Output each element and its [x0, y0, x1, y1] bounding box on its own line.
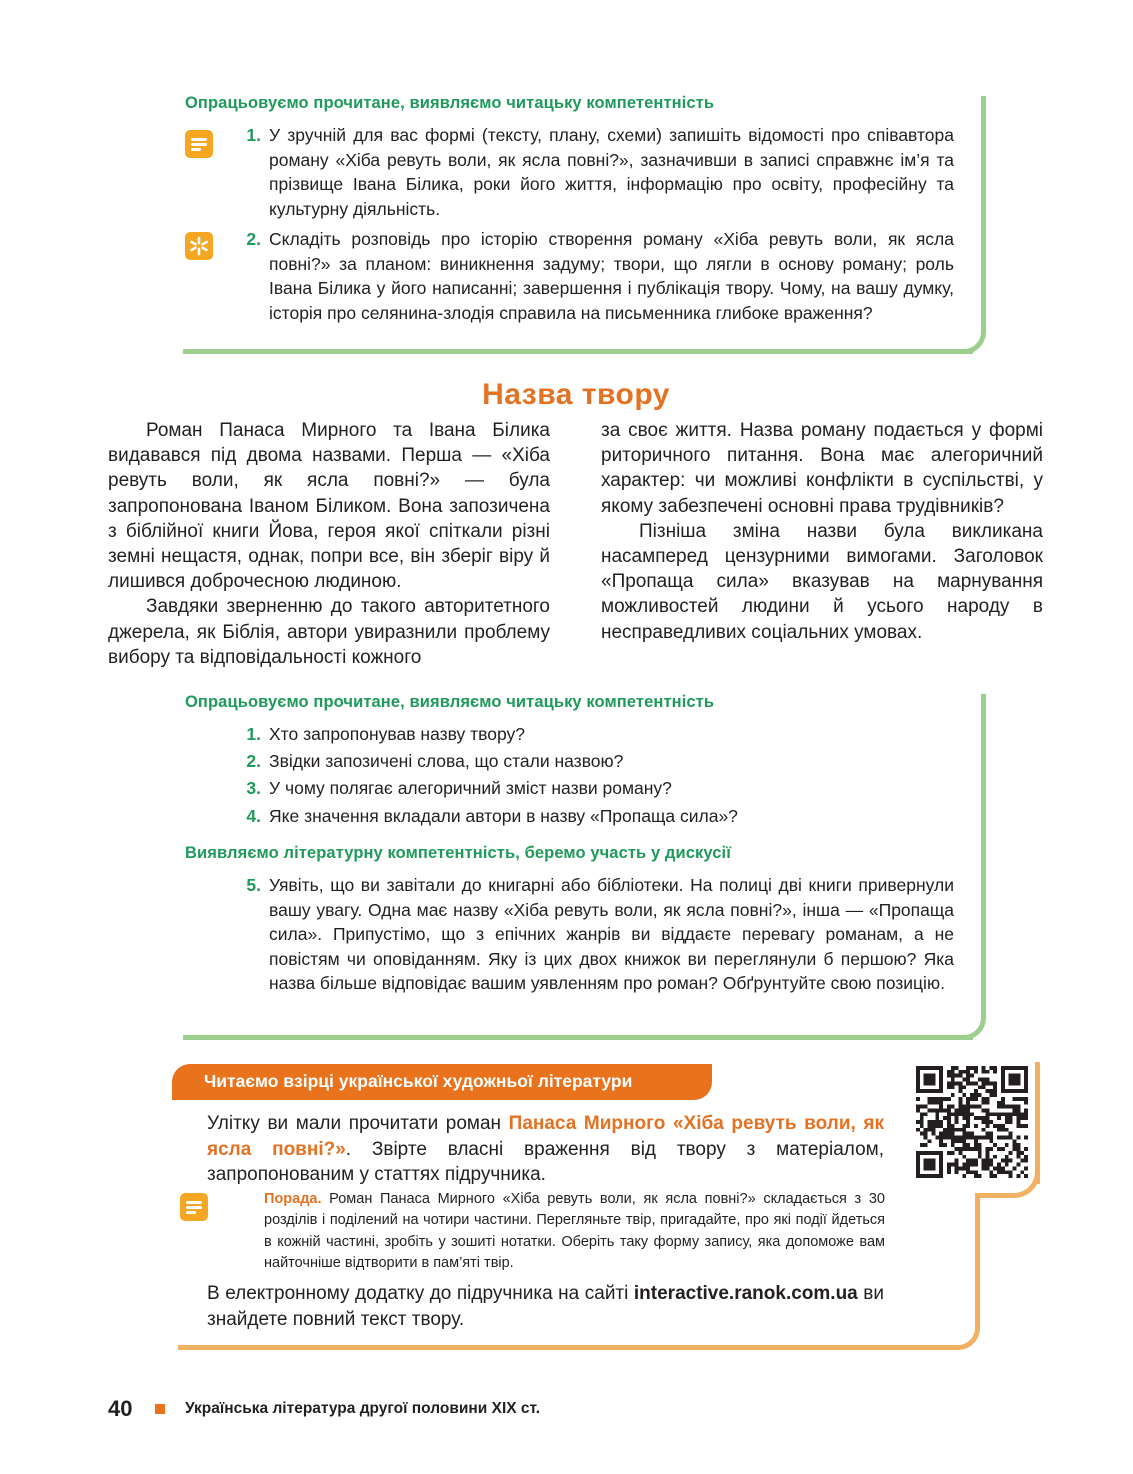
- running-title: Українська література другої половини XIX ст.: [185, 1400, 541, 1417]
- task-item: [239, 873, 954, 996]
- paragraph: Завдяки зверненню до такого авторитетного джерела, як Біблія, автори увиразнили проблему вибору та відповідальності кожного: [108, 596, 550, 668]
- question-item: [239, 776, 954, 801]
- notes-icon: [185, 130, 213, 158]
- paragraph: Пізніша зміна назви була викликана насамперед цензурними вимогами. Заголовок «Пропаща сила» вказував на марнування можливостей людини й усього народу в несправедливих соціальних умовах.: [601, 520, 1043, 643]
- question-number: 3.: [246, 778, 261, 798]
- online-paragraph: [207, 1281, 884, 1332]
- article-column-right: [601, 418, 1043, 645]
- notes-icon: [180, 1193, 208, 1221]
- section-subheading: Виявляємо літературну компетентність, беремо участь у дискусії: [185, 844, 731, 862]
- tip-text: Роман Панаса Мирного «Хіба ревуть воли, як ясла повні?» складається з 30 розділів і поділений на чотири частини. Перегляньте твір, пригадайте, про які події йдеться в кожній частині, зробіть у зошиті нотатки. Оберіть таку форму запису, яка допоможе вам найточніше відтворити в пам’яті твір.: [264, 1191, 885, 1271]
- section-heading: Опрацьовуємо прочитане, виявляємо читацьку компетентність: [185, 94, 715, 112]
- question-number: 1.: [246, 724, 261, 744]
- online-text: В електронному додатку до підручника на сайті: [207, 1283, 634, 1304]
- website-link[interactable]: interactive.ranok.com.ua: [633, 1283, 858, 1304]
- frame-bottom-border: [183, 349, 973, 354]
- frame-right-border: [981, 96, 986, 334]
- task-number: 1.: [246, 125, 261, 145]
- creative-task-icon: [185, 232, 213, 260]
- task-number: 5.: [246, 875, 261, 895]
- question-number: 2.: [246, 751, 261, 771]
- question-text: Хто запропонував назву твору?: [269, 724, 526, 744]
- page-number: 40: [108, 1396, 133, 1421]
- question-item: [239, 722, 954, 747]
- paragraph: за своє життя. Назва роману подається у формі риторичного питання. Вона має алегоричний характер: чи можливі конфлікти в суспільстві, у якому забезпечені основні права трудівників?: [601, 420, 1043, 517]
- section-heading: Опрацьовуємо прочитане, виявляємо читацьку компетентність: [185, 693, 715, 711]
- task-item: [239, 123, 954, 221]
- frame-right-border: [981, 694, 986, 1018]
- question-item: [239, 749, 954, 774]
- question-number: 4.: [246, 806, 261, 826]
- banner-label: Читаємо взірці української художньої літератури: [204, 1071, 633, 1091]
- task-text: У зручній для вас формі (тексту, плану, схеми) запишіть відомості про співавтора роману «Хіба ревуть воли, як ясла повні?», зазначивши в записі справжнє ім’я та прізвище Івана Білика, роки його життя, інформацію про освіту, професійну та культурну діяльність.: [269, 125, 954, 219]
- frame-corner-bottom: [955, 1310, 980, 1350]
- frame-bottom-border: [178, 1345, 958, 1350]
- tip-paragraph: [264, 1189, 885, 1274]
- question-text: Яке значення вкладали автори в назву «Пропаща сила»?: [269, 806, 738, 826]
- task-text: Складіть розповідь про історію створення роману «Хіба ревуть воли, як ясла повні?» за планом: виникнення задуму; твори, що лягли в основу роману; роль Івана Білика у його написанні; завершення і публікація твору. Чому, на вашу думку, історія про селянина-злодія справила на письменника глибоке враження?: [269, 229, 954, 323]
- article-title: Назва твору: [482, 378, 670, 411]
- frame-inner-border: [975, 1193, 980, 1328]
- paragraph: Роман Панаса Мирного та Івана Білика видавався під двома назвами. Перша — «Хіба ревуть воли, як ясла повні?» — була запропонована Іваном Біликом. Вона запозичена з біблійної книги Йова, героя якої спіткали різні земні нещастя, однак, попри все, він зберіг віру й лишився доброчесною людиною.: [108, 420, 550, 593]
- intro-paragraph: [207, 1111, 884, 1188]
- task-text: Уявіть, що ви завітали до книгарні або бібліотеки. На полиці дві книги привернули вашу увагу. Одна має назву «Хіба ревуть воли, як ясла повні?», інша — «Пропаща сила». Припустімо, що з епічних жанрів ви віддаєте перевагу романам, а не повістям чи оповіданням. Яку із цих двох книжок ви переглянули б першою? Яка назва більше відповідає вашим уявленням про роман? Обґрунтуйте свою позицію.: [269, 875, 954, 993]
- tip-label: Порада.: [264, 1191, 322, 1207]
- novel-title-highlight: Панаса Мирного «Хіба ревуть воли, як ясла повні?»: [207, 1113, 884, 1160]
- intro-text-end: . Звірте власні враження від твору з матеріалом, запропонованим у статтях підручника.: [207, 1138, 884, 1185]
- frame-corner: [964, 1000, 986, 1040]
- task-number: 2.: [246, 229, 261, 249]
- intro-text: Улітку ви мали прочитати роман: [207, 1113, 509, 1134]
- frame-bottom-border: [183, 1035, 973, 1040]
- section-banner: [172, 1064, 712, 1100]
- footer-square-icon: [155, 1404, 165, 1414]
- article-column-left: [108, 418, 550, 670]
- question-text: Звідки запозичені слова, що стали назвою?: [269, 751, 624, 771]
- online-text-end: ви знайдете повний текст твору.: [207, 1283, 884, 1330]
- question-item: [239, 804, 954, 829]
- task-item: [239, 227, 954, 325]
- qr-code[interactable]: [916, 1066, 1028, 1178]
- question-text: У чому полягає алегоричний зміст назви роману?: [269, 778, 672, 798]
